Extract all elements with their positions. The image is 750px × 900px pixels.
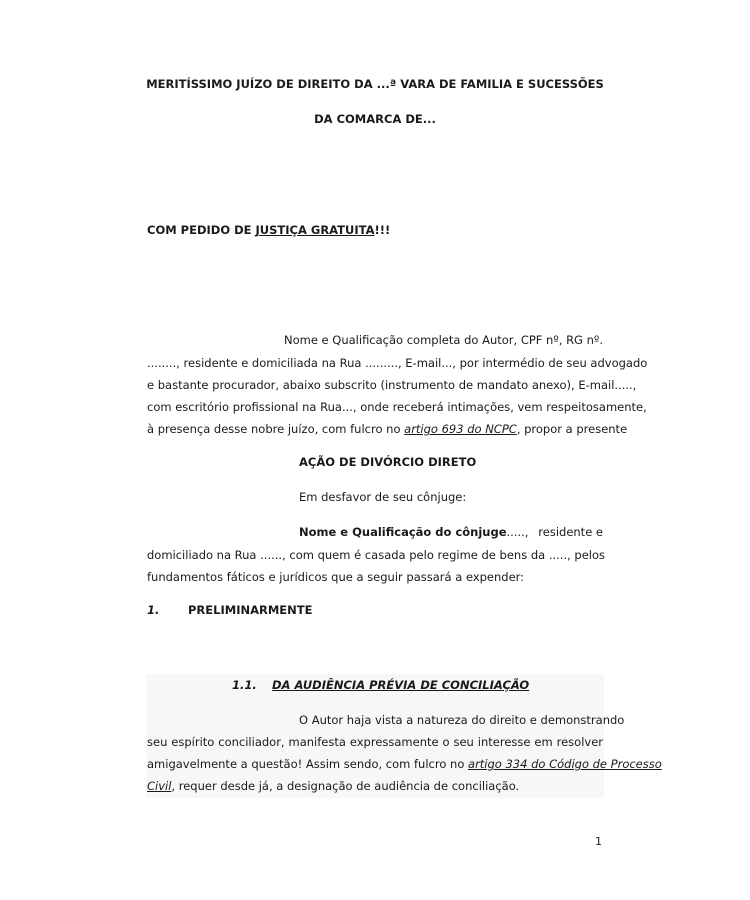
request-prefix: COM PEDIDO DE — [147, 223, 256, 237]
intro-line-4: com escritório profissional na Rua..., onde receberá intimações, vem respeitosamente, — [147, 400, 647, 414]
section-1-number: 1. — [147, 603, 160, 617]
conciliation-line-1: O Autor haja vista a natureza do direito e demonstrando — [299, 713, 625, 727]
intro-line-5 — [147, 421, 627, 437]
free-justice-link[interactable]: JUSTIÇA GRATUITA — [255, 223, 375, 237]
conciliation-line-4-post: , requer desde já, a designação de audiência de conciliação. — [171, 779, 520, 793]
civil-link[interactable]: Civil — [147, 779, 172, 793]
spouse-dots: ....., — [506, 525, 529, 539]
article-693-link[interactable]: artigo 693 do NCPC — [404, 422, 517, 436]
article-334-link[interactable]: artigo 334 do Código de Processo — [468, 757, 662, 771]
spouse-name: Nome e Qualificação do cônjuge — [299, 525, 507, 539]
court-header-line2: DA COMARCA DE... — [314, 112, 436, 126]
intro-line-1: Nome e Qualificação completa do Autor, CPF nº, RG nº. — [283, 333, 603, 347]
spouse-line-1 — [299, 524, 603, 540]
conciliation-line-3-pre: amigavelmente a questão! Assim sendo, com fulcro no — [147, 757, 469, 771]
disfavor-text: Em desfavor de seu cônjuge: — [299, 490, 467, 504]
page-number: 1 — [595, 835, 602, 848]
intro-line-5-pre: à presença desse nobre juízo, com fulcro no — [147, 422, 405, 436]
court-header-line1: MERITÍSSIMO JUÍZO DE DIREITO DA ...ª VARA DE FAMILIA E SUCESSÕES — [146, 77, 604, 91]
spouse-line-2: domiciliado na Rua ......, com quem é casada pelo regime de bens da ....., pelos — [147, 548, 606, 562]
intro-line-2: ........, residente e domiciliada na Rua ........., E-mail..., por intermédio de seu advogado — [147, 356, 648, 370]
section-1-1-title: DA AUDIÊNCIA PRÉVIA DE CONCILIAÇÃO — [272, 678, 530, 692]
conciliation-line-4 — [147, 778, 519, 794]
spouse-line-3: fundamentos fáticos e jurídicos que a seguir passará a expender: — [147, 570, 525, 584]
action-title: AÇÃO DE DIVÓRCIO DIRETO — [299, 455, 477, 469]
section-1-title: PRELIMINARMENTE — [188, 603, 313, 617]
intro-line-5-post: , propor a presente — [516, 422, 628, 436]
section-1-1-number: 1.1. — [232, 678, 257, 692]
conciliation-line-3 — [147, 756, 662, 772]
request-suffix: !!! — [374, 223, 391, 237]
spouse-residence: residente e — [538, 525, 603, 539]
conciliation-line-2: seu espírito conciliador, manifesta expressamente o seu interesse em resolver — [147, 735, 603, 749]
free-justice-request — [147, 222, 390, 238]
intro-line-3: e bastante procurador, abaixo subscrito (instrumento de mandato anexo), E-mail....., — [147, 378, 637, 392]
